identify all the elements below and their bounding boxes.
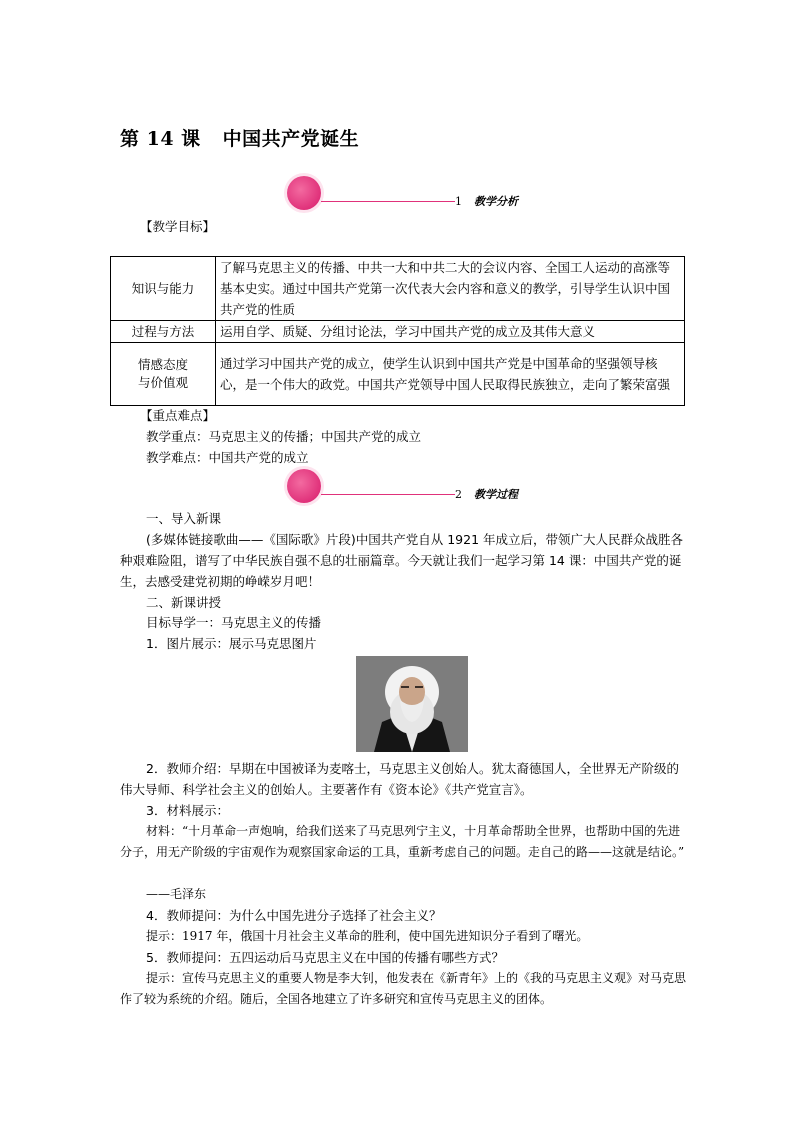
teaching-difficulty: 教学难点：中国共产党的成立 <box>146 450 309 465</box>
intro-heading: 一、导入新课 <box>146 511 222 526</box>
item-five: 5．教师提问：五四运动后马克思主义在中国的传播有哪些方式？ <box>146 950 504 965</box>
table-key: 过程与方法 <box>111 321 216 343</box>
portrait-image <box>356 656 468 752</box>
divider-line <box>321 201 455 202</box>
section-label: 1 教学分析 <box>455 195 518 208</box>
table-value: 通过学习中国共产党的成立，使学生认识到中国共产党是中国革命的坚强领导核心，是一个伟大的政党。中国共产党领导中国人民取得民族独立，走向了繁荣富强 <box>216 343 685 406</box>
hint-five: 提示：宣传马克思主义的重要人物是李大钊，他发表在《新青年》上的《我的马克思主义观》对马克思作了较为系统的介绍。随后，全国各地建立了许多研究和宣传马克思主义的团体。 <box>120 971 687 1006</box>
marx-portrait <box>356 656 468 752</box>
material-quote: 材料：“十月革命一声炮响，给我们送来了马克思列宁主义，十月革命帮助全世界，也帮助中国的先进分子，用无产阶级的宇宙观作为观察国家命运的工具，重新考虑自己的问题。走自己的路——这就是结论。” <box>120 824 685 859</box>
section-marker-analysis <box>287 176 545 216</box>
lesson-number: 第 14 课 <box>120 128 201 150</box>
goals-heading: 【教学目标】 <box>140 219 216 234</box>
divider-line <box>321 494 455 495</box>
table-row <box>111 321 685 343</box>
item-one: 1．图片展示：展示马克思图片 <box>146 636 317 651</box>
lesson-name: 中国共产党诞生 <box>222 128 360 150</box>
item-three: 3．材料展示： <box>146 803 229 818</box>
table-row <box>111 257 685 321</box>
goal-one: 目标导学一：马克思主义的传播 <box>146 615 322 630</box>
item-four: 4．教师提问：为什么中国先进分子选择了社会主义？ <box>146 908 442 923</box>
pink-circle-icon <box>287 176 321 210</box>
table-value: 运用自学、质疑、分组讨论法，学习中国共产党的成立及其伟大意义 <box>216 321 685 343</box>
section-marker-process <box>287 469 545 509</box>
new-lesson-heading: 二、新课讲授 <box>146 595 222 610</box>
table-value: 了解马克思主义的传播、中共一大和中共二大的会议内容、全国工人运动的高涨等基本史实。通过中国共产党第一次代表大会内容和意义的教学，引导学生认识中国共产党的性质 <box>216 257 685 321</box>
quote-attribution: ——毛泽东 <box>146 887 207 901</box>
key-points-heading: 【重点难点】 <box>140 408 216 423</box>
hint-four: 提示：1917 年，俄国十月社会主义革命的胜利，使中国先进知识分子看到了曙光。 <box>146 929 589 943</box>
item-two: 2．教师介绍：早期在中国被译为麦喀士，马克思主义创始人。犹太裔德国人，全世界无产阶级的伟大导师、科学社会主义的创始人。主要著作有《资本论》《共产党宣言》。 <box>120 761 679 797</box>
goals-table <box>110 256 685 406</box>
table-key: 知识与能力 <box>111 257 216 321</box>
page-title <box>120 124 359 151</box>
table-key: 情感态度 与价值观 <box>111 343 216 406</box>
table-row <box>111 343 685 406</box>
intro-paragraph: (多媒体链接歌曲——《国际歌》片段)中国共产党自从 1921 年成立后，带领广大人民群众战胜各种艰难险阻，谱写了中华民族自强不息的壮丽篇章。今天就让我们一起学习第 14 课：中国共产党的诞生，去感受建党初期的峥嵘岁月吧！ <box>120 532 684 589</box>
teaching-focus: 教学重点：马克思主义的传播；中国共产党的成立 <box>146 429 422 444</box>
pink-circle-icon <box>287 469 321 503</box>
section-label: 2 教学过程 <box>455 488 518 501</box>
